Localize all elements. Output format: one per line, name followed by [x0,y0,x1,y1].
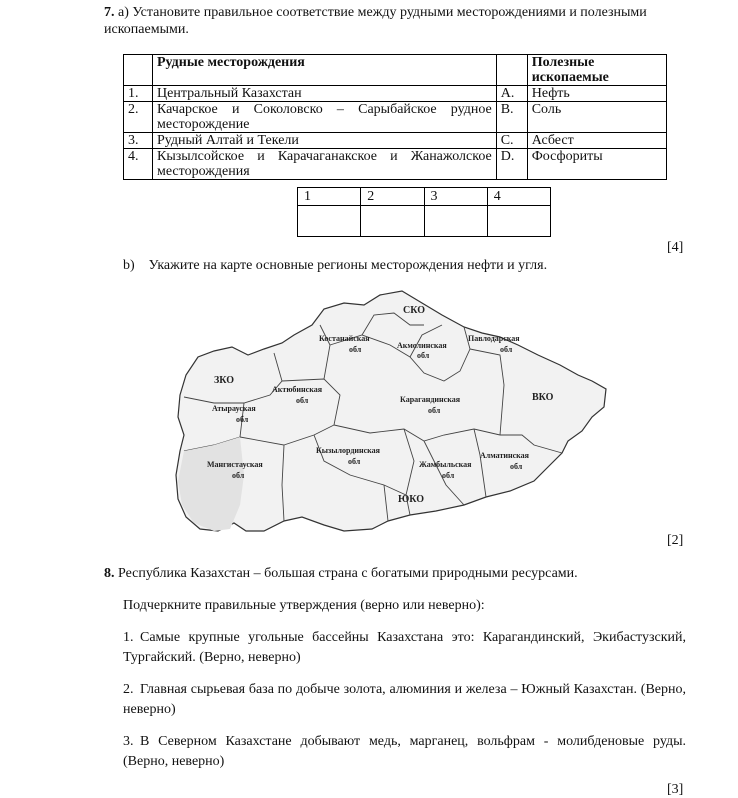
letter-cell: B. [496,102,527,133]
statement-item [123,732,686,772]
mineral-cell: Фосфориты [527,149,666,180]
header-minerals: Полезные ископаемые [527,55,666,86]
row-number: 3. [124,133,153,149]
label-zko: ЗКО [214,375,235,386]
answer-cell-2[interactable] [361,206,424,237]
score-7b: [2] [667,533,684,548]
label-kostanay-obl: обл [349,345,362,354]
label-aktobe: Актюбинская [272,385,323,394]
question-8-instruction: Подчеркните правильные утверждения (верно или неверно): [123,598,485,613]
statement-text[interactable]: Самые крупные угольные бассейны Казахстана это: Карагандинский, Экибастузский, Тургайский. (Верно, неверно) [123,630,686,665]
deposit-cell: Центральный Казахстан [153,86,497,102]
label-kostanay: Костанайская [319,334,370,343]
statement-number: 3. [123,734,134,749]
deposit-cell: Кызылсойское и Карачаганакское и Жанажолское месторождения [153,149,497,180]
answer-cell-4[interactable] [487,206,550,237]
kazakhstan-map [174,285,614,533]
statement-number: 2. [123,682,134,697]
label-karaganda-obl: обл [428,406,441,415]
statement-text[interactable]: В Северном Казахстане добывают медь, марганец, вольфрам - молибденовые руды. (Верно, неверно) [123,734,686,769]
label-pavlodar-obl: обл [500,345,513,354]
row-number: 1. [124,86,153,102]
label-mangistau-obl: обл [232,471,245,480]
statement-text[interactable]: Главная сырьевая база по добыче золота, алюминия и железа – Южный Казахстан. (Верно, неверно) [123,682,686,717]
label-pavlodar: Павлодарская [468,334,520,343]
row-number: 2. [124,102,153,133]
letter-cell: C. [496,133,527,149]
label-atyrau-obl: обл [236,415,249,424]
label-kyzylorda-obl: обл [348,457,361,466]
answer-header-1: 1 [298,188,361,206]
label-vko: ВКО [532,392,554,403]
statement-item [123,628,686,668]
table-row [124,102,667,133]
table-row [124,133,667,149]
question-7-prompt [104,4,694,38]
row-number: 4. [124,149,153,180]
score-8: [3] [667,782,684,797]
label-akmola: Акмолинская [397,341,447,350]
question-8-text: Республика Казахстан – большая страна с богатыми природными ресурсами. [118,566,578,581]
matching-table [123,54,667,180]
answer-grid [297,187,551,237]
header-empty-cell [496,55,527,86]
label-kyzylorda: Кызылординская [316,446,380,455]
label-mangistau: Мангистауская [207,460,263,469]
letter-cell: A. [496,86,527,102]
question-7-number: 7. [104,5,115,20]
answer-header-4: 4 [487,188,550,206]
label-almaty: Алматинская [480,451,529,460]
header-deposits: Рудные месторождения [153,55,497,86]
label-yuko: ЮКО [398,494,425,505]
question-8-number: 8. [104,566,115,581]
deposit-cell: Рудный Алтай и Текели [153,133,497,149]
matching-table-header [124,55,667,86]
label-aktobe-obl: обл [296,396,309,405]
label-akmola-obl: обл [417,351,430,360]
label-zhambyl: Жамбыльская [419,460,472,469]
answer-cell-3[interactable] [424,206,487,237]
answer-grid-inputs [298,206,551,237]
mineral-cell: Соль [527,102,666,133]
mineral-cell: Нефть [527,86,666,102]
table-row [124,149,667,180]
mineral-cell: Асбест [527,133,666,149]
label-zhambyl-obl: обл [442,471,455,480]
label-almaty-obl: обл [510,462,523,471]
header-empty-cell [124,55,153,86]
deposit-cell: Качарское и Соколовско – Сарыбайское рудное месторождение [153,102,497,133]
question-7b-prompt: b) Укажите на карте основные регионы месторождения нефти и угля. [123,258,548,273]
answer-grid-header [298,188,551,206]
label-karaganda: Карагандинская [400,395,461,404]
table-row [124,86,667,102]
statement-item [123,680,686,720]
score-7a: [4] [667,240,684,255]
answer-cell-1[interactable] [298,206,361,237]
answer-header-2: 2 [361,188,424,206]
label-sko: СКО [403,305,426,316]
question-7-text: а) Установите правильное соответствие между рудными месторождениями и полезными ископаемыми. [104,5,647,37]
letter-cell: D. [496,149,527,180]
answer-header-3: 3 [424,188,487,206]
label-atyrau: Атырауская [212,404,256,413]
statement-number: 1. [123,630,134,645]
question-8-prompt [104,566,694,582]
